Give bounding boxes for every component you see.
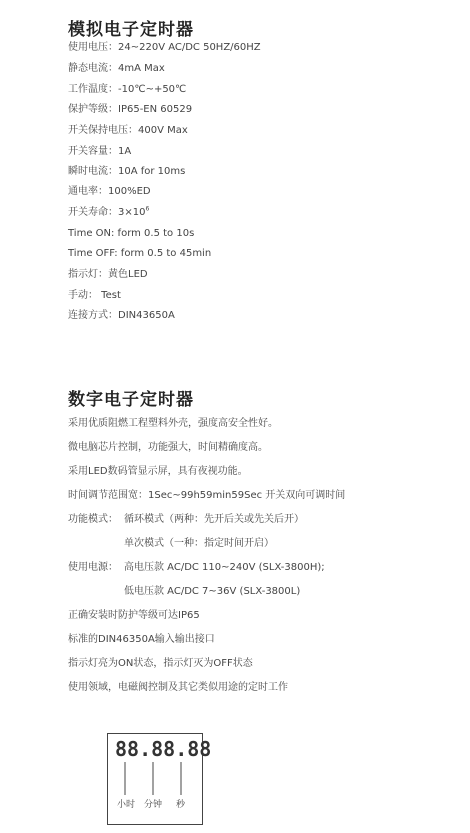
analog-spec-manual: 手动： Test [68,290,121,301]
analog-spec-time-on: Time ON: form 0.5 to 10s [68,228,195,239]
analog-spec-indicator: 指示灯：黄色LED [68,269,148,280]
analog-spec-connection: 连接方式：DIN43650A [68,310,175,321]
analog-spec-hold-voltage: 开关保持电压：400V Max [68,125,188,136]
digital-feature-shell: 采用优质阻燃工程塑料外壳，强度高安全性好。 [68,418,278,429]
analog-spec-temperature: 工作温度：-10℃~+50℃ [68,84,187,95]
analog-spec-peak-current: 瞬时电流：10A for 10ms [68,166,186,177]
analog-spec-time-off: Time OFF: form 0.5 to 45min [68,248,212,259]
digital-feature-range: 时间调节范围宽：1Sec~99h59min59Sec 开关双向可调时间 [68,490,346,501]
digital-feature-chip: 微电脑芯片控制，功能强大，时间精确度高。 [68,442,268,453]
analog-spec-capacity: 开关容量：1A [68,146,132,157]
analog-spec-standby-current: 静态电流：4mA Max [68,63,165,74]
analog-spec-life [68,207,149,219]
display-label-hour: 小时 [117,800,136,810]
digital-mode-label: 功能模式： [68,514,118,525]
display-leader-lines [107,733,203,825]
analog-spec-duty: 通电率：100%ED [68,186,151,197]
digital-power-low: 低电压款 AC/DC 7~36V (SLX-3800L) [124,586,301,597]
digital-extra-din: 标准的DIN46350A输入输出接口 [68,634,215,645]
display-digits: 88.88.88 [115,737,212,761]
display-label-second: 秒 [176,800,186,810]
analog-spec-protection: 保护等级：IP65-EN 60529 [68,104,193,115]
digital-extra-ip65: 正确安装时防护等级可达IP65 [68,610,200,621]
digital-mode-single: 单次模式（一种：指定时间开启） [124,538,274,549]
digital-extra-indicator: 指示灯亮为ON状态，指示灯灭为OFF状态 [68,658,253,669]
analog-spec-voltage: 使用电压：24~220V AC/DC 50HZ/60HZ [68,42,261,53]
analog-spec-life-exponent: 6 [145,205,150,213]
digital-power-high: 高电压款 AC/DC 110~240V (SLX-3800H); [124,562,325,573]
digital-mode-cycle: 循环模式（两种：先开后关或先关后开） [124,514,304,525]
display-label-minute: 分钟 [144,800,163,810]
digital-power-label: 使用电源： [68,562,118,573]
digital-timer-title: 数字电子定时器 [68,390,194,410]
analog-timer-title: 模拟电子定时器 [68,20,194,40]
digital-extra-usage: 使用领域，电磁阀控制及其它类似用途的定时工作 [68,682,288,693]
digital-feature-led: 采用LED数码管显示屏，具有夜视功能。 [68,466,248,477]
analog-spec-life-text: 开关寿命：3×10 [68,207,146,218]
